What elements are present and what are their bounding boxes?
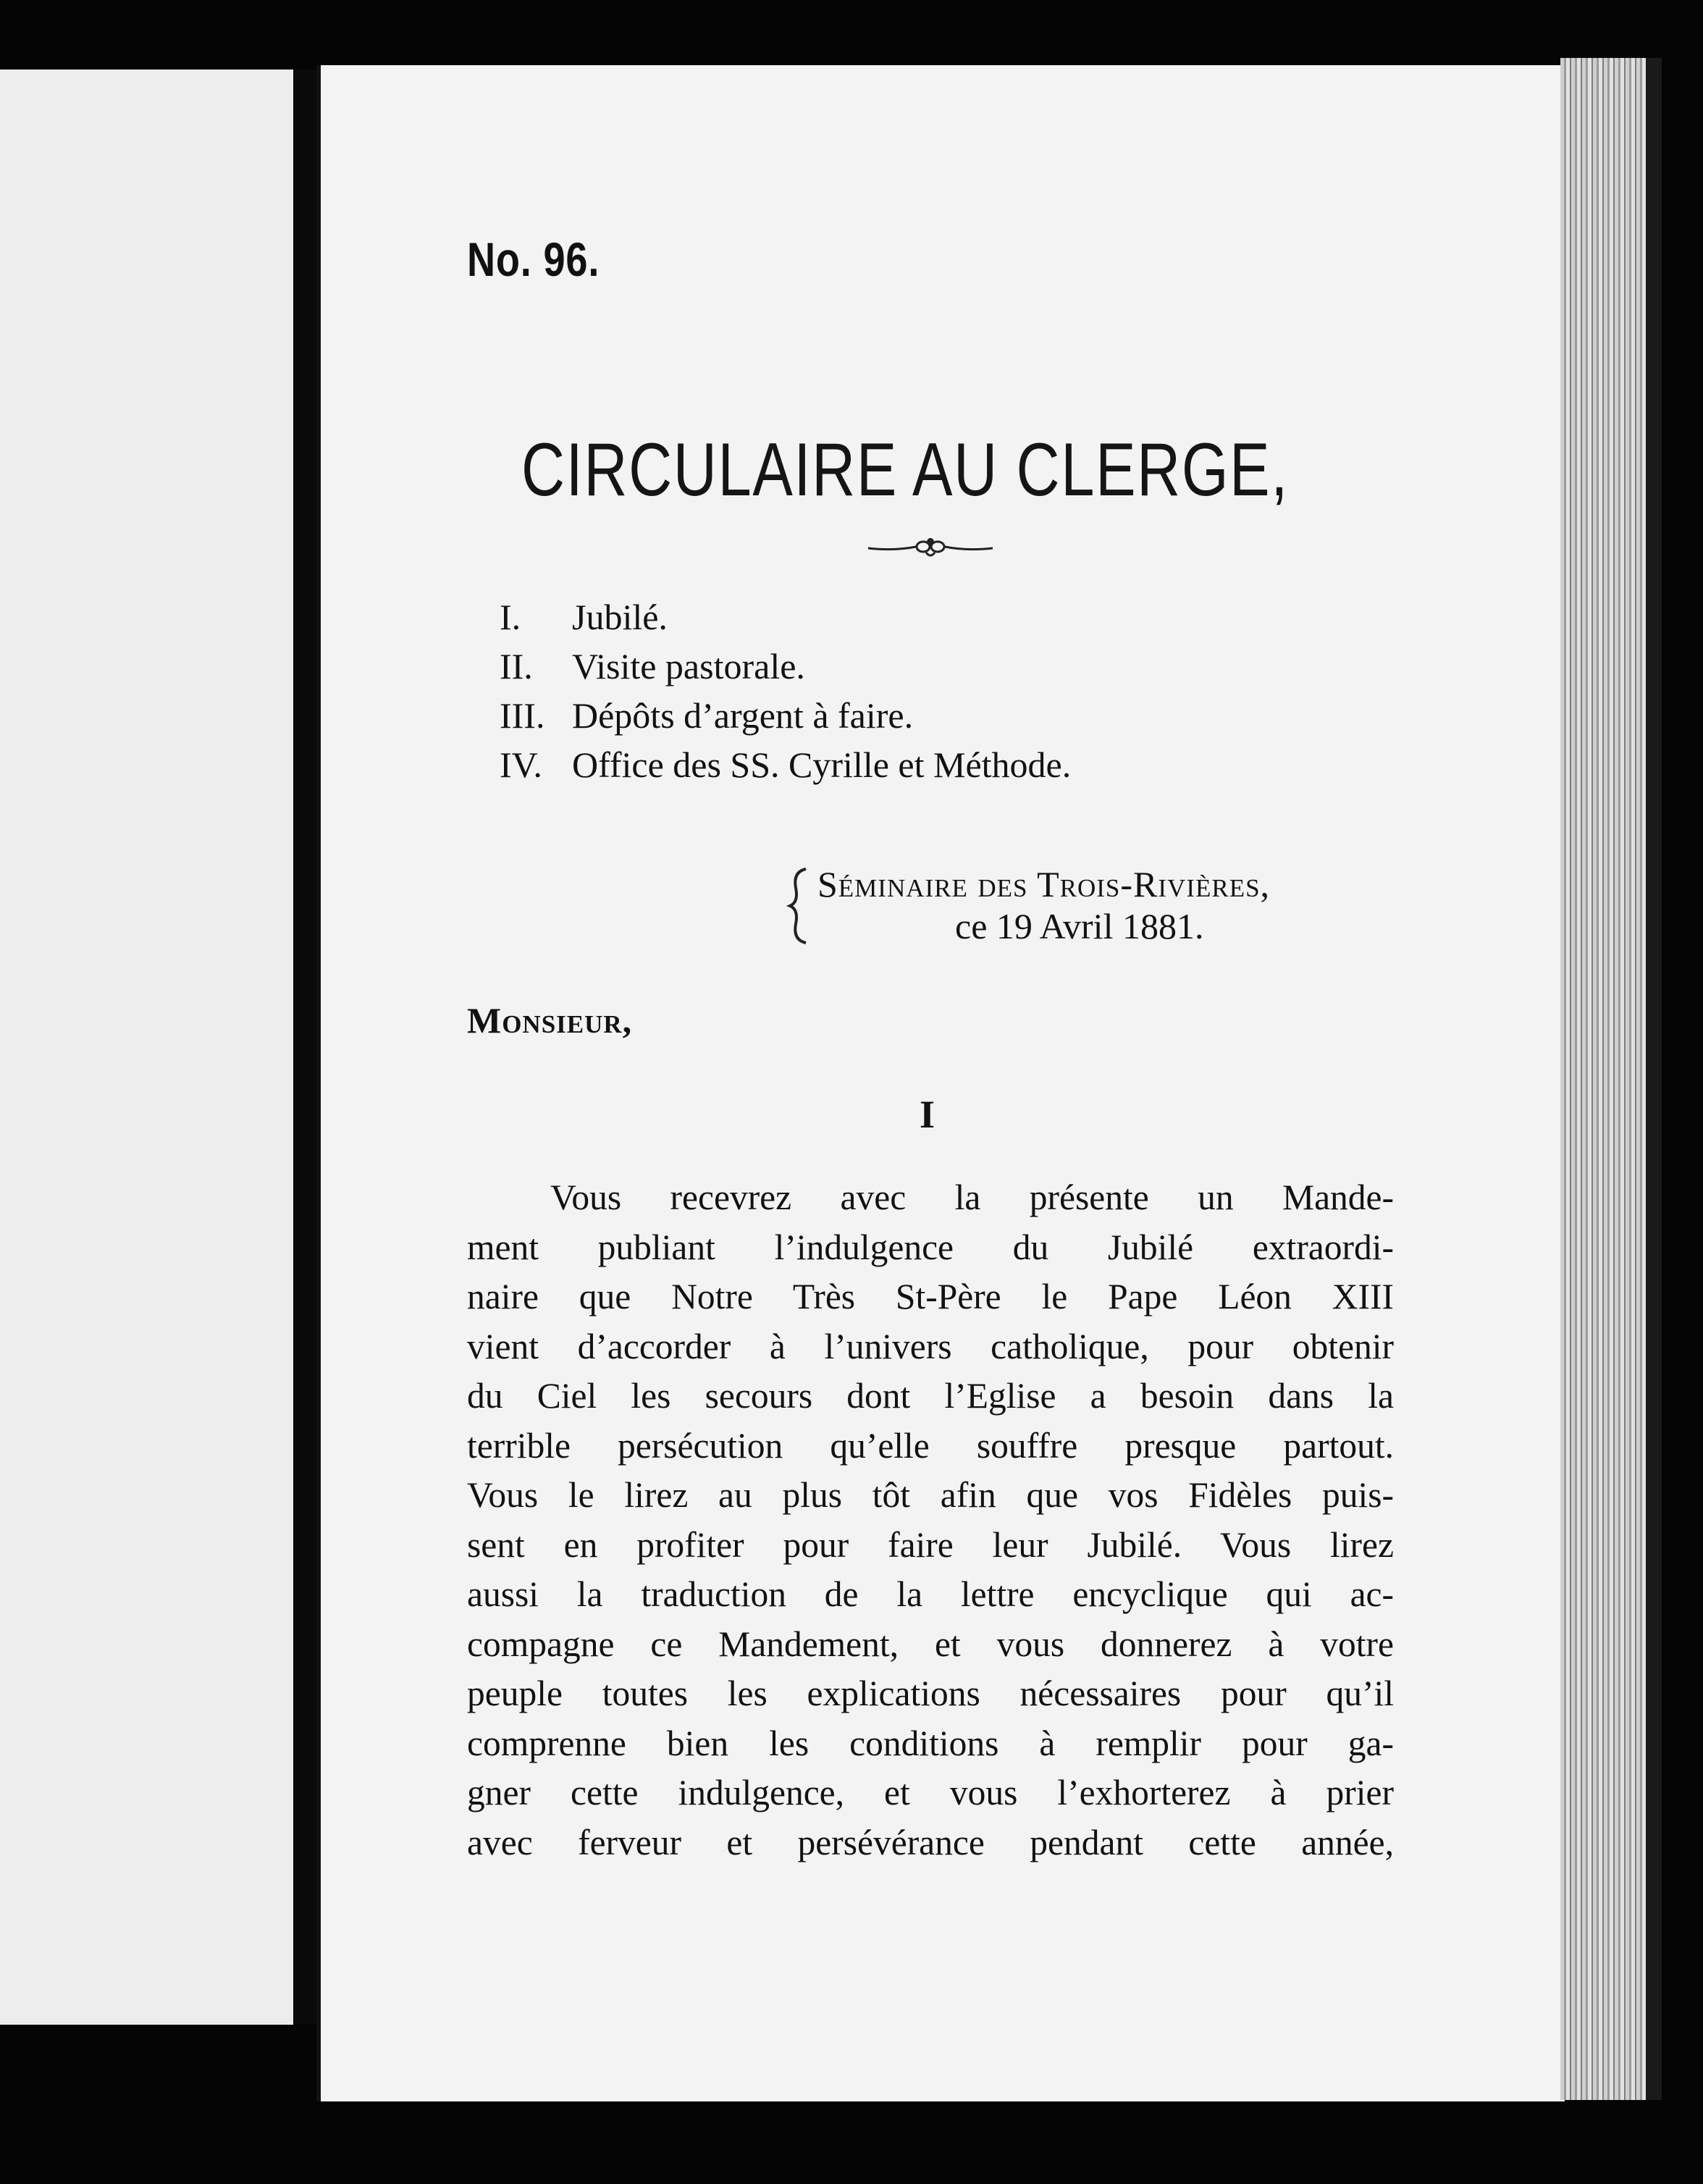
text-line: du Ciel les secours dont l’Eglise a besoin dans la: [467, 1376, 1394, 1416]
topic-text: Office des SS. Cyrille et Méthode.: [572, 744, 1072, 785]
book-gutter: [293, 70, 316, 2025]
topic-item: [500, 592, 1071, 642]
topic-text: Dépôts d’argent à faire.: [572, 695, 914, 736]
dateline-date: ce 19 Avril 1881.: [955, 906, 1204, 946]
text-line: aussi la traduction de la lettre encyclique qui ac-: [467, 1574, 1394, 1614]
text-line: Vous le lirez au plus tôt afin que vos Fidèles puis-: [467, 1475, 1394, 1515]
salutation: Monsieur,: [467, 1000, 633, 1041]
circular-number: No. 96.: [467, 232, 600, 286]
text-line: comprenne bien les conditions à remplir pour ga-: [467, 1723, 1394, 1763]
topics-list: [500, 592, 1071, 789]
section-number: I: [920, 1093, 935, 1136]
curly-brace-icon: [786, 866, 812, 946]
text-line: Vous recevrez avec la présente un Mande-: [550, 1177, 1394, 1217]
text-line: ment publiant l’indulgence du Jubilé extraordi-: [467, 1227, 1394, 1267]
text-line: terrible persécution qu’elle souffre presque partout.: [467, 1425, 1394, 1466]
body-text: [467, 1173, 1394, 1868]
topic-item: [500, 740, 1071, 789]
topic-number: III.: [500, 695, 545, 736]
text-line: vient d’accorder à l’univers catholique, pour obtenir: [467, 1326, 1394, 1366]
topic-item: [500, 691, 1071, 740]
topic-number: I.: [500, 597, 521, 637]
topic-text: Jubilé.: [572, 597, 668, 637]
text-line: sent en profiter pour faire leur Jubilé. Vous lirez: [467, 1524, 1394, 1565]
text-line: avec ferveur et persévérance pendant cette année,: [467, 1822, 1394, 1862]
text-line: gner cette indulgence, et vous l’exhorterez à prier: [467, 1773, 1394, 1813]
topic-number: II.: [500, 646, 533, 686]
document-title: CIRCULAIRE AU CLERGE,: [521, 428, 1289, 512]
text-line: compagne ce Mandement, et vous donnerez à votre: [467, 1624, 1394, 1664]
dateline-place: Séminaire des Trois-Rivières,: [817, 864, 1271, 904]
text-line: peuple toutes les explications nécessaires pour qu’il: [467, 1673, 1394, 1713]
page-edges: [1560, 58, 1646, 2100]
facing-page: [0, 70, 293, 2025]
topic-number: IV.: [500, 744, 542, 785]
book-cover-edge: [1646, 58, 1662, 2100]
topic-item: [500, 642, 1071, 691]
topic-text: Visite pastorale.: [572, 646, 805, 686]
text-line: naire que Notre Très St-Père le Pape Léon XIII: [467, 1277, 1394, 1316]
ornament-divider: [865, 532, 996, 564]
